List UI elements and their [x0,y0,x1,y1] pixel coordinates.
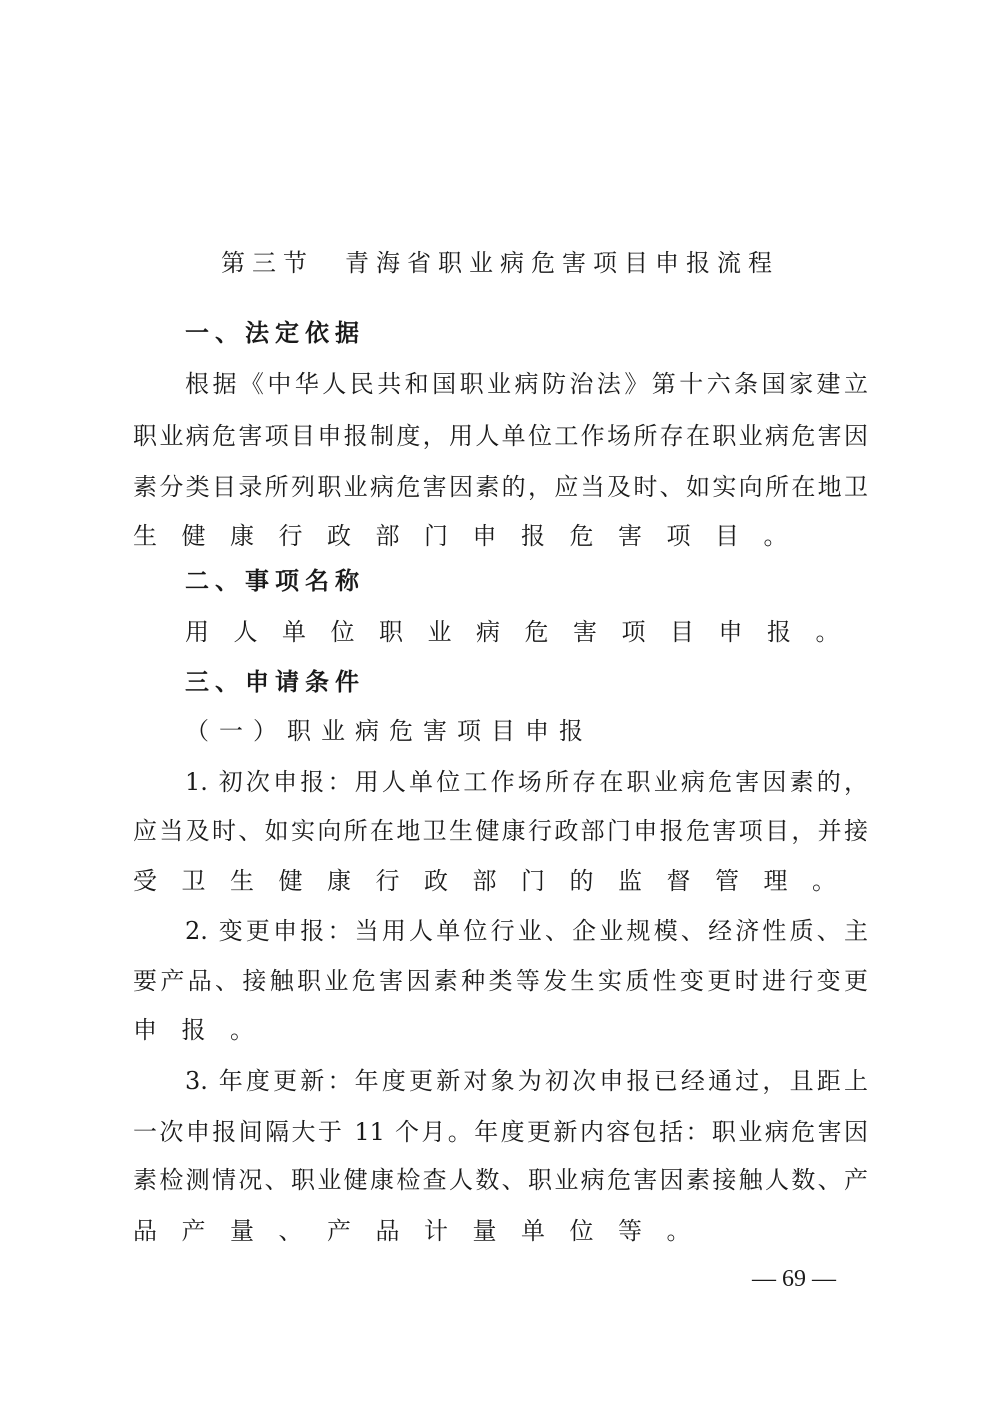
subheading-declaration: （一）职业病危害项目申报 [185,717,593,745]
heading-legal-basis: 一、法定依据 [185,319,365,347]
paragraph-line: 1. 初次申报：用人单位工作场所存在职业病危害因素的， [185,768,868,796]
paragraph-line: 要产品、接触职业危害因素种类等发生实质性变更时进行变更 [133,967,868,995]
paragraph-line: 用人单位职业病危害项目申报。 [185,618,864,646]
heading-item-name: 二、事项名称 [185,567,365,595]
paragraph-line: 一次申报间隔大于 11 个月。年度更新内容包括：职业病危害因 [133,1118,868,1146]
paragraph-line: 职业病危害项目申报制度，用人单位工作场所存在职业病危害因 [133,422,868,450]
heading-conditions: 三、申请条件 [185,668,365,696]
paragraph-line: 应当及时、如实向所在地卫生健康行政部门申报危害项目，并接 [133,817,868,845]
paragraph-line: 品产量、产品计量单位等。 [133,1217,715,1245]
paragraph-line: 根据《中华人民共和国职业病防治法》第十六条国家建立 [185,370,868,398]
paragraph-line: 生健康行政部门申报危害项目。 [133,522,812,550]
paragraph-line: 素分类目录所列职业病危害因素的，应当及时、如实向所在地卫 [133,473,868,501]
paragraph-line: 3. 年度更新：年度更新对象为初次申报已经通过，且距上 [185,1067,868,1095]
page-number: — 69 — [752,1266,836,1292]
paragraph-line: 2. 变更申报：当用人单位行业、企业规模、经济性质、主 [185,917,868,945]
paragraph-line: 申报。 [133,1016,279,1044]
section-title: 第三节 青海省职业病危害项目申报流程 [221,249,779,277]
paragraph-line: 素检测情况、职业健康检查人数、职业病危害因素接触人数、产 [133,1166,868,1194]
paragraph-line: 受卫生健康行政部门的监督管理。 [133,867,861,895]
